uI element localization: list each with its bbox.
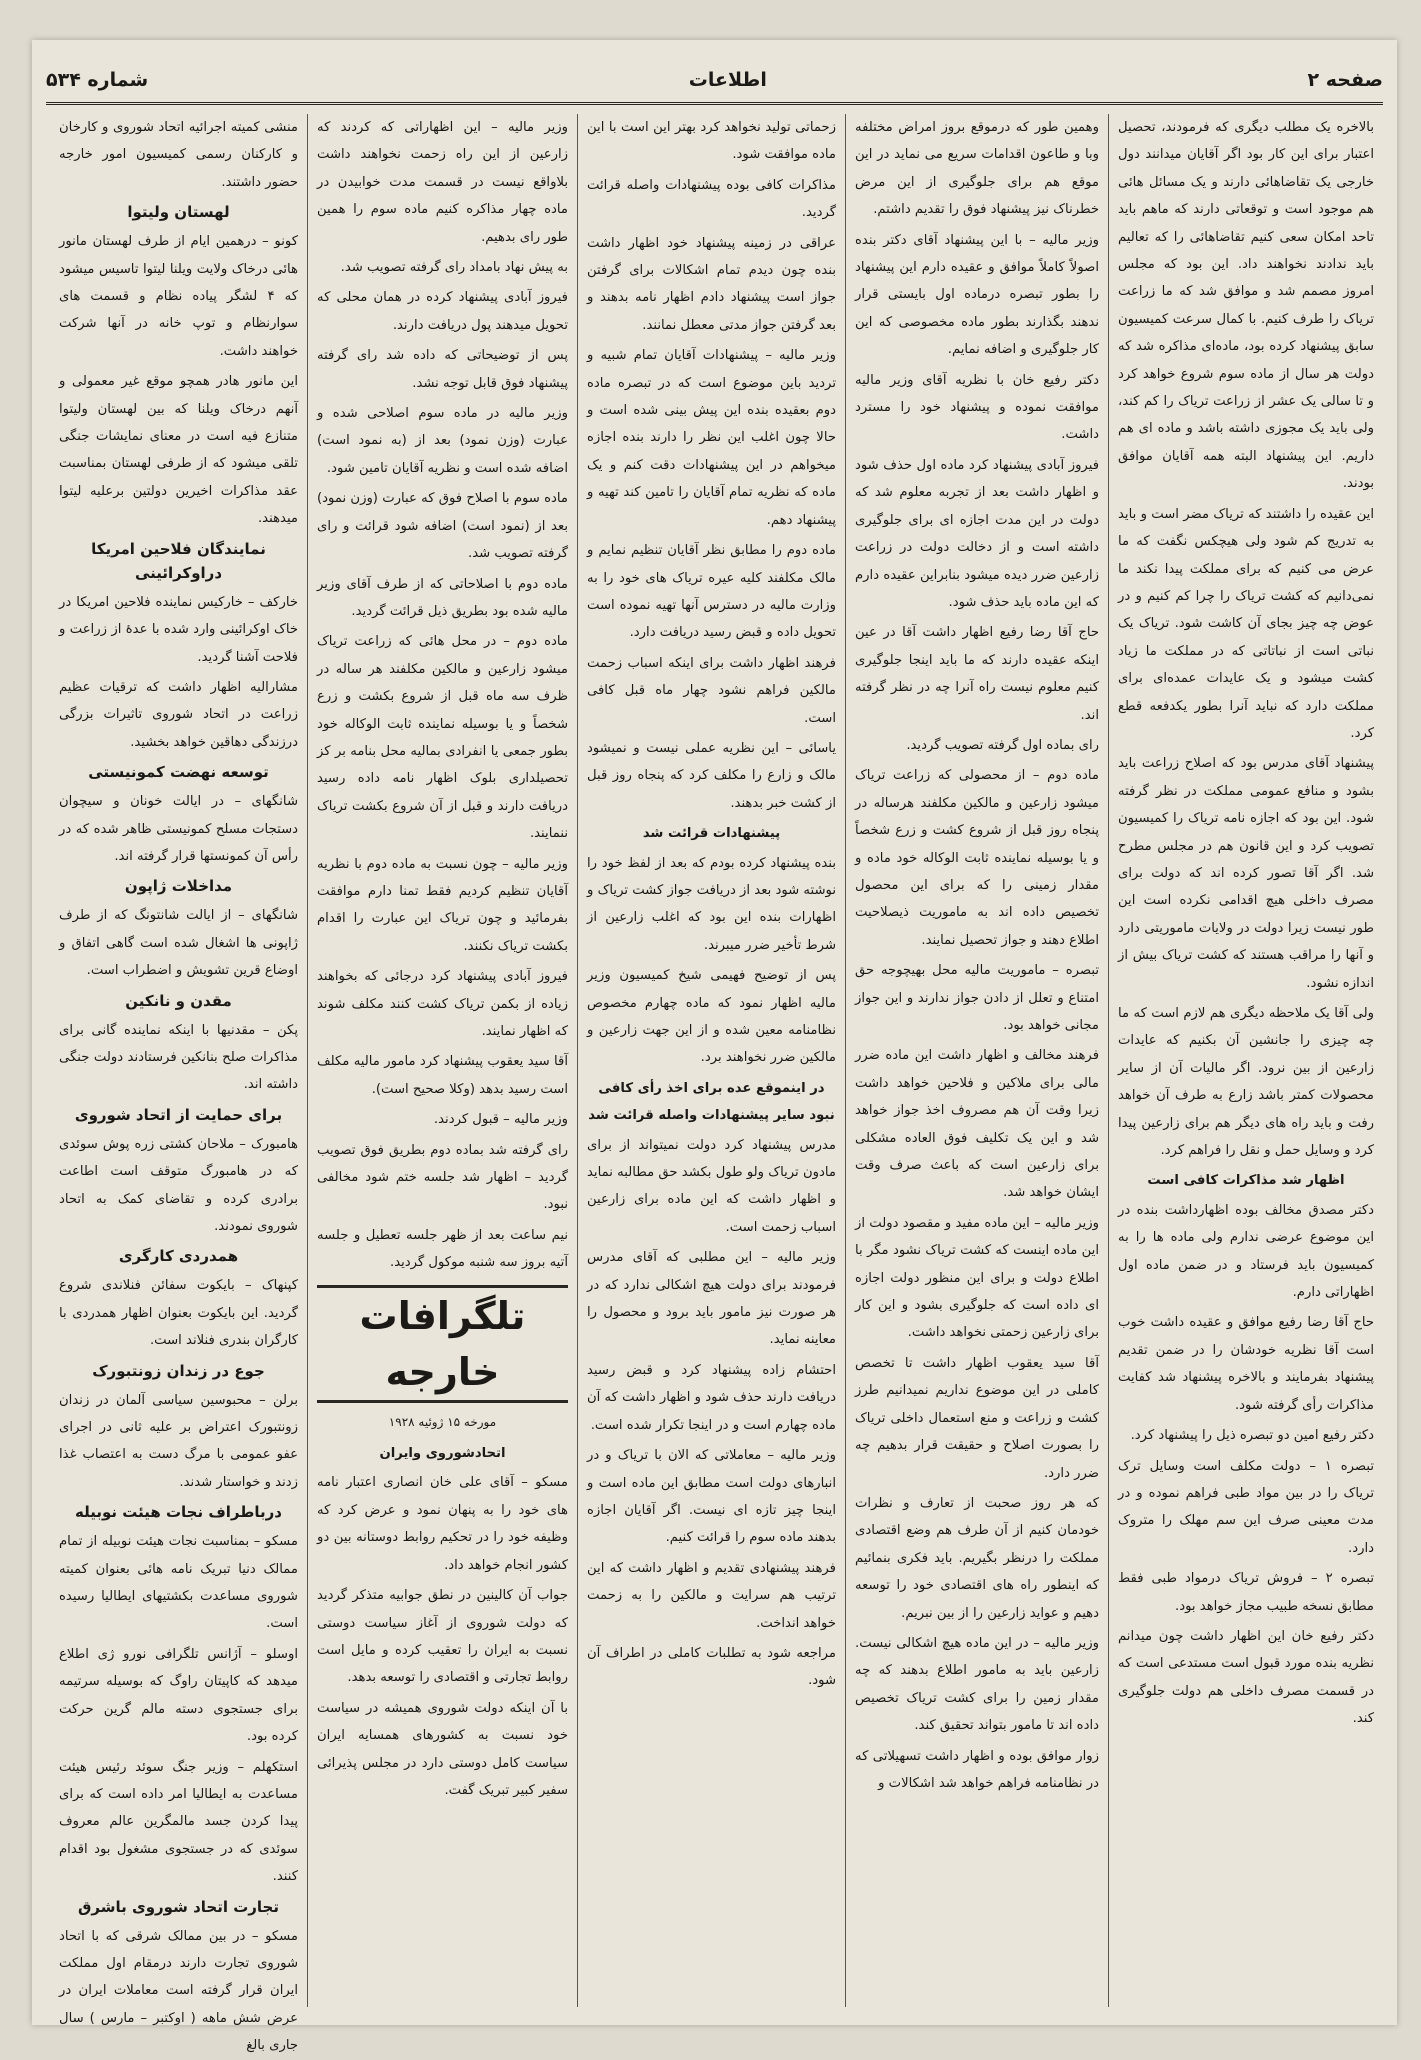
paragraph: ماده دوم با اصلاحاتی که از طرف آقای وزیر مالیه شده بود بطریق ذیل قرائت گردید. [317,576,568,619]
paragraph: هامبورک – ملاحان کشتی زره پوش سوئدی که در هامبورگ متوقف است اطاعت برادری کرده و تقاضای کمک به اتحاد شوروی نمودند. [59,1136,298,1234]
paragraph: مدرس پیشنهاد کرد دولت نمیتواند از برای مادون تریاک ولو طول بکشد حق مطالبه نماید و اظهار داشت که این ماده برای زارعین اسباب زحمت است. [587,1137,836,1235]
paragraph: حاج آقا رضا رفیع موافق و عقیده داشت خوب است آقا نظریه خودشان را در ضمن تقدیم پیشنهاد بفرمایند و بالاخره پیشنهاد شد کفایت مذاکرات رأی گرفته شود. [1118,1315,1374,1413]
paragraph: این مانور هادر همچو موقع غیر معمولی و آنهم درخاک ویلنا که بین لهستان ولیتوا متنازع فیه است در معنای نمایشات جنگی تلقی میشود که از طرفی لهستان بمناسبت عقد مذاکرات اخیرین دولتین برعلیه لیتوا میدهند. [59,374,298,527]
paragraph: رای گرفته شد بماده دوم بطریق فوق تصویب گردید – اظهار شد جلسه ختم شود مخالفی نبود. [317,1142,568,1213]
paragraph: یاسائی – این نظریه عملی نیست و نمیشود مالک و زارع را مکلف کرد که پنجاه روز قبل از کشت خبر بدهند. [587,740,836,811]
section-heading: نمایندگان فلاحین امریکا دراوکرائینی [91,539,266,582]
section-heading: تجارت اتحاد شوروی باشرق [78,1897,279,1916]
paragraph: فیروز آبادی پیشنهاد کرده در همان محلی که تحویل میدهند پول دریافت دارند. [317,290,568,333]
paragraph: این عقیده را داشتند که تریاک مضر است و باید به تدریج کم شود ولی هیچکس نگفت که ما عرض می کنیم که برای مملکت پیدا نکند ما نمی‌دانیم که کشت تریاک را چرا کم کنیم و در عوض چه چیز بجای آن کاشت شود. تریاک یک نباتی است از نباتاتی که در مملکت ما زیاد کشت میشود و یک عایدات عمده‌ای برای مملکت دارد که نباید آنرا بطور یکدفعه قطع کرد. [1118,506,1374,741]
paragraph: وزیر مالیه – این ماده مفید و مقصود دولت از این ماده اینست که کشت تریاک نشود مگر با اطلاع دولت و برای این منظور دولت اجازه ای داده است که جلوگیری بشود و این کار برای زارعین زحمتی نخواهد داشت. [855,1215,1099,1341]
paragraph: وزیر مالیه – پیشنهادات آقایان تمام شبیه و تردید باین موضوع است که در تبصره ماده دوم بعقیده بنده این پیش بینی شده است و حالا چون اغلب این نظر را دارند بنده اجازه میخواهم در این پیشنهادات دقت کنم و یک ماده که نظریه تمام آقایان را تامین کند تهیه و پیشنهاد دهم. [587,348,836,528]
paragraph: جواب آن کالینین در نطق جوابیه متذکر گردید که دولت شوروی از آغاز سیاست دوستی نسبت به ایران را تعقیب کرده و مایل است روابط تجارتی و اقتصادی را توسعه بدهد. [317,1588,568,1686]
paragraph: تبصره ۱ – دولت مکلف است وسایل ترک تریاک را در بین مواد طبی فراهم نموده و در مدت معینی صرف این سم مهلک را متروک دارد. [1118,1458,1374,1556]
paragraph: مشارالیه اظهار داشت که ترقیات عظیم زراعت در اتحاد شوروی تاثیرات بزرگی درزندگی دهاقین خواهد بخشید. [59,679,298,750]
paragraph: با آن اینکه دولت شوروی همیشه در سیاست خود نسبت به کشورهای همسایه ایران سیاست کامل دوستی دارد در مجلس پذیرائی سفیر کبیر تبریک گفت. [317,1700,568,1798]
paragraph: شانگهای – در ایالت خونان و سیچوان دستجات مسلح کمونیستی ظاهر شده که در رأس آن کمونستها قرار گرفته اند. [59,794,298,864]
paragraph: نیم ساعت بعد از ظهر جلسه تعطیل و جلسه آتیه بروز سه شنبه موکول گردید. [317,1227,568,1271]
header-rule [46,102,1383,105]
paragraph: خارکف – خارکیس نماینده فلاحین امریکا در خاک اوکرائینی وارد شده با عدۀ از زراعت و فلاحت آشنا گردید. [59,594,298,665]
paragraph: فرهند مخالف و اظهار داشت این ماده ضرر مالی برای ملاکین و فلاحین خواهد داشت زیرا وقت آن هم مصروف اخذ جواز خواهد شد و این یک تکلیف فوق العاده مشکلی برای زارعین است که باعث صرف وقت ایشان خواهد شد. [855,1048,1099,1201]
paragraph: کونو – درهمین ایام از طرف لهستان مانور هائی درخاک ولایت ویلنا لیتوا تاسیس میشود که ۴ لشگر پیاده نظام و قسمت های سوارنظام و توپ خانه در آنها شرکت خواهند داشت. [59,234,298,359]
section-heading: پیشنهادات قرائت شد [642,826,781,842]
section-heading: همدردی کارگری [118,1247,239,1266]
paragraph: دکتر رفیع خان با نظریه آقای وزیر مالیه موافقت نموده و پیشنهاد خود را مسترد داشت. [855,372,1099,443]
paragraph: تبصره ۲ – فروش تریاک درمواد طبی فقط مطابق نسخه طبیب مجاز خواهد بود. [1118,1571,1374,1614]
paragraph: تبصره – ماموریت مالیه محل بهیچوجه حق امتناع و تعلل از دادن جواز ندارند و این جواز مجانی خواهد بود. [855,963,1099,1033]
paragraph: دکتر مصدق مخالف بوده اظهارداشت بنده در این موضوع عرضی ندارم ولی ماده ها را به کمیسیون باید فرستاد و در ضمن ماده اول اظهاراتی دارم. [1118,1202,1374,1301]
paragraph: مذاکرات کافی بوده پیشنهادات واصله قرائت گردید. [587,177,836,221]
paragraph: فیروز آبادی پیشنهاد کرد ماده اول حذف شود و اظهار داشت بعد از تجربه معلوم شد که دولت در این مدت اجازه ای برای جلوگیری داشته است و از دخالت دولت در زراعت زارعین ضرر دیده میشود بنابراین عقیده دارم که این ماده باید حذف شود. [855,457,1099,610]
paragraph: زحماتی تولید نخواهد کرد بهتر این است با این ماده موافقت شود. [587,120,836,163]
dateline: مورخه ۱۵ ژوئیه ۱۹۲۸ [388,1414,497,1429]
paragraph: وزیر مالیه – این مطلبی که آقای مدرس فرمودند برای دولت هیچ اشکالی ندارد که در هر صورت نیز مامور باید برود و محصول را معاینه نماید. [587,1250,836,1348]
paragraph: وهمین طور که درموقع بروز امراض مختلفه وبا و طاعون اقدامات سریع می نماید در این موقع هم برای جلوگیری از این مرض خطرناک نیز پیشنهاد فوق را تقدیم داشتم. [855,120,1099,218]
section-heading: اظهار شد مذاکرات کافی است [1147,1173,1345,1189]
paragraph: پس از توضیحاتی که داده شد رای گرفته پیشنهاد فوق قابل توجه نشد. [317,348,568,391]
paragraph: فیروز آبادی پیشنهاد کرد درجائی که بخواهند زیاده از بکمن تریاک کشت کنند مکلف شوند که اظهار نمایند. [317,969,568,1039]
newspaper-title: اطلاعات [688,69,767,91]
paragraph: پکن – مقدنیها با اینکه نماینده گانی برای مذاکرات صلح بنانکین فرستادند دولت جنگی داشته اند. [59,1022,298,1093]
paragraph: زوار موافق بوده و اظهار داشت تسهیلاتی که در نظامنامه فراهم خواهد شد اشکالات و [855,1748,1099,1791]
paragraph: ماده سوم با اصلاح فوق که عبارت (وزن نمود) بعد از (نمود است) اضافه شود قرائت و رای گرفته تصویب شد. [317,491,568,562]
foreign-telegrams-title: تلگرافات خارجه [317,1285,568,1403]
paragraph: ماده دوم را مطابق نظر آقایان تنظیم نمایم و مالک مکلفند کلیه عیره تریاک های خود را به وزارت مالیه در دسترس آنها تهیه نموده است تحویل داده و قبض رسید دریافت دارد. [587,543,836,641]
page-header [46,62,1383,98]
paragraph: وزیر مالیه – معاملاتی که الان با تریاک و در انبارهای دولت است مطابق این ماده است و اینجا چیز تازه ای نیست. اگر آقایان اجازه بدهند ماده سوم را قرائت کنیم. [587,1448,836,1546]
paragraph: وزیر مالیه – قبول کردند. [433,1112,568,1128]
section-heading: اتحادشوروی وایران [379,1446,506,1462]
paragraph: فرهند اظهار داشت برای اینکه اسباب زحمت مالکین فراهم نشود چهار ماه قبل کافی است. [587,655,836,726]
paragraph: بنده پیشنهاد کرده بودم که بعد از لفظ خود را نوشته شود بعد از دریافت جواز کشت تریاک و اظهارات بنده این بود که اغلب زارعین از شرط تأخیر ضرر میبرند. [587,855,836,953]
section-heading: در اینموقع عده برای اخذ رأی کافی نبود سایر پیشنهادات واصله قرائت شد [588,1080,835,1124]
paragraph: حاج آقا رضا رفیع اظهار داشت آقا در عین اینکه عقیده دارند که ما باید اینجا جلوگیری کنیم معلوم نیست راه آنرا چه در نظر گرفته اند. [855,625,1099,723]
paragraph: وزیر مالیه – چون نسبت به ماده دوم با نظریه آقایان تنظیم کردیم فقط تمنا دارم موافقت بفرمائید و چون تریاک این عبارت را اقدام بکشت تریاک نکنند. [317,856,568,954]
paragraph: آقا سید یعقوب اظهار داشت تا تخصص کاملی در این موضوع نداریم نمیدانیم طرز کشت و زراعت و منع استعمال داخلی تریاک را بصورت اصلاح و حقیقت قرار بدهیم چه ضرر دارد. [855,1355,1099,1481]
paragraph: عراقی در زمینه پیشنهاد خود اظهار داشت بنده چون دیدم تمام اشکالات برای گرفتن جواز است پیشنهاد دادم اظهار نامه بدهند و بعد گرفتن جواز مدتی معطل نمانند. [587,235,836,333]
paragraph: منشی کمیته اجرائیه اتحاد شوروی و کارخان و کارکنان رسمی کمیسیون امور خارجه حضور داشتند. [59,120,298,190]
column-2 [845,114,1108,2007]
section-heading: جوع در زندان زونتبورک [92,1361,265,1380]
column-3 [577,114,845,2007]
paragraph: بالاخره یک مطلب دیگری که فرمودند، تحصیل اعتبار برای این کار بود اگر آقایان میدانند دول خارجی یک تقاضاهائی دارند و یک مسائل هائی هم موجود است و توقعاتی دارند که ماهم باید تاحد امکان سعی کنیم تقاضاهائی را که تعالیم باید ندادند نخواهند داد. این بود که مجلس امروز مصمم شد و موافق شد که ما زراعت تریاک را طرف کنیم. با کمال سرعت کمیسیون سابق پیشنهاد کرده بود، ماده‌ای مذاکره شد که دولت هر سال از ماده سوم شروع خواهد کرد و تا سالی یک عشر از زراعت تریاک را کم کند، ولی باید یک مجوزی داشته باشد و ماده ای هم داریم. این پیشنهاد البته همه آقایان موافق بودند. [1118,120,1374,492]
section-heading: برای حمایت از اتحاد شوروی [74,1105,283,1124]
paragraph: پس از توضیح فهیمی شیخ کمیسیون وزیر مالیه اظهار نمود که ماده چهارم مخصوص نظامنامه معین شده و از این جهت زارعین و مالکین ضرر نخواهند برد. [587,968,836,1066]
paragraph: دکتر رفیع خان این اظهار داشت چون میدانم نظریه بنده مورد قبول است مستدعی است که در قسمت مصرف داخلی هم دولت جلوگیری کند. [1118,1628,1374,1727]
paragraph: به پیش نهاد بامداد رای گرفته تصویب شد. [340,260,568,276]
paragraph: برلن – محبوسین سیاسی آلمان در زندان زونتبورک اعتراض بر علیه ثانی در اجرای عفو عمومی با مرگ دست به اعتصاب غذا زدند و خواستار شدند. [59,1392,298,1490]
section-heading: مداخلات ژاپون [124,877,233,896]
column-1 [1108,114,1383,2007]
paragraph: مراجعه شود به تطلبات کاملی در اطراف آن شود. [587,1645,836,1689]
section-heading: لهستان ولیتوا [127,203,230,222]
paragraph: وزیر مالیه – با این پیشنهاد آقای دکتر بنده اصولاً کاملاً موافق و عقیده دارم این پیشنهاد را بطور تبصره درماده اول بایستی قرار ندهند بگذارند بطور ماده مخصوصی که این کار جلوگیری و اضافه نمایم. [855,232,1099,358]
paragraph: کپنهاک – بایکوت سفائن فنلاندی شروع گردید. این بایکوت بعنوان اظهار همدردی با کارگران بندری فنلاند است. [59,1278,298,1349]
section-heading: توسعه نهضت کمونیستی [88,763,269,782]
column-4 [307,114,577,2007]
paragraph: وزیر مالیه – در این ماده هیچ اشکالی نیست. زارعین باید به مامور اطلاع بدهند که چه مقدار زمین را برای کشت تریاک تخصیص داده اند تا مامور بتواند تحقیق کند. [855,1635,1099,1734]
paragraph: ماده دوم – در محل هائی که زراعت تریاک میشود زارعین و مالکین مکلفند هر ساله در ظرف سه ماه قبل از شروع بکشت و زرع شخصاً و یا بوسیله نماینده ثابت الوکاله خود بطور جمعی یا انفرادی بمالیه محل بنامه بر کز تحصیلداری بلوک اظهار نامه داده رسید دریافت دارند و قبل از آن شروع بکشت تریاک ننمایند. [317,634,568,842]
paragraph: که هر روز صحبت از تعارف و نظرات خودمان کنیم از آن طرف هم وضع اقتصادی مملکت را درنظر بگیریم. باید فکری بنمائیم که اینطور راه های اقتصادی خود را توسعه دهیم و عواید زارعین را از بین نبریم. [855,1495,1099,1621]
paragraph: فرهند پیشنهادی تقدیم و اظهار داشت که این ترتیب هم سرایت و مالکین را به زحمت خواهد انداخت. [587,1560,836,1631]
paragraph: ولی آقا یک ملاحظه دیگری هم لازم است که ما چه چیزی را جانشین آن بکنیم که عایدات زارعین از بین نرود. اگر مالیات آن از سایر محصولات کمتر باشد زارع به طرف آن خواهد رفت و باید راه های دیگر هم برای زارعین پیدا کرد و وسایل حمل و نقل را فراهم کرد. [1118,1006,1374,1159]
paragraph: مسکو – آقای علی خان انصاری اعتبار نامه های خود را به پنهان نمود و عرض کرد که وظیفه خود را در تحکیم روابط دوستانه بین دو کشور انجام خواهد داد. [317,1475,568,1573]
paragraph: احتشام زاده پیشنهاد کرد و قبض رسید دریافت دارند حذف شود و اظهار داشت که آن ماده چهارم است و در اینجا تکرار شده است. [587,1362,836,1433]
newspaper-page [32,40,1397,2054]
paragraph: اوسلو – آژانس تلگرافی نورو ژی اطلاع میدهد که کاپیتان راوگ که بوسیله سرتیمه برای جستجوی دسته مالم گرین حرکت کرده بود. [59,1646,298,1745]
paragraph: دکتر رفیع امین دو تبصره ذیل را پیشنهاد کرد. [1130,1428,1374,1444]
paragraph: استکهلم – وزیر جنگ سوئد رئیس هیئت مساعدت به ایطالیا امر داده است که برای پیدا کردن جسد مالمگرین عالم معروف سوئدی که در جستجوی مشغول بود اقدام کنند. [59,1759,298,1885]
section-heading: مقدن و نانکین [125,991,232,1010]
paragraph: شانگهای – از ایالت شانتونگ که از طرف ژاپونی ها اشغال شده است گاهی اتفاق و اوضاع قرین تشویش و اضطراب است. [59,908,298,979]
columns [46,114,1383,2054]
issue-number: شماره ۵۳۴ [46,69,149,91]
paragraph: وزیر مالیه – این اظهاراتی که کردند که زارعین از این راه زحمت نخواهند داشت بلاواقع نیست در قسمت مدت خوابیدن در ماده چهار مذاکره کنیم ماده سوم را همین طور رای بدهیم. [317,120,568,245]
paragraph: مسکو – در بین ممالک شرقی که با اتحاد شوروی تجارت دارند درمقام اول مملکت ایران قرار گرفته است معاملات ایران در عرض شش ماهه ( اوکتبر – مارس ) سال جاری بالغ [59,1928,298,2054]
paragraph: رای بماده اول گرفته تصویب گردید. [906,737,1099,753]
paragraph: آقا سید یعقوب پیشنهاد کرد مامور مالیه مکلف است رسید بدهد (وکلا صحیح است). [317,1054,568,1097]
paragraph: پیشنهاد آقای مدرس بود که اصلاح زراعت باید بشود و منافع عمومی مملکت در نظر گرفته شود. این بود که اجازه نامه تریاک را کمیسیون تصویب کرد و این قانون هم در مجلس مطرح شد. اگر آقا تصور کرده اند که دولت برای مصرف داخلی هیچ اقدامی نکرده است این طور نیست زیرا دولت در ولایات ماموریتی دارد و آنها را مراقب هستند که کشت تریاک بیش از اندازه نشود. [1118,756,1374,991]
paragraph: مسکو – بمناسبت نجات هیئت نوبیله از تمام ممالک دنیا تبریک نامه هائی بعنوان کمیته شوروی مساعدت بکشتیهای ایطالیا رسیده است. [59,1534,298,1632]
page-number: صفحه ۲ [1307,69,1383,91]
section-heading: درباطراف نجات هیئت نوبیله [75,1503,282,1522]
paragraph: ماده دوم – از محصولی که زراعت تریاک میشود زارعین و مالکین مکلفند هرساله در پنجاه روز قبل از شروع کشت و زرع شخصاً و یا بوسیله نماینده ثابت الوکاله خود ماده و مقدار زمینی را که برای این محصول تخصیص داده اند به ماموریت ذیصلاحیت اطلاع دهند و جواز تحصیل نمایند. [855,768,1099,948]
paragraph: وزیر مالیه در ماده سوم اصلاحی شده و عبارت (وزن نمود) بعد از (به نمود است) اضافه شده است و نظریه آقایان تامین شود. [317,406,568,476]
column-5 [50,114,307,2054]
